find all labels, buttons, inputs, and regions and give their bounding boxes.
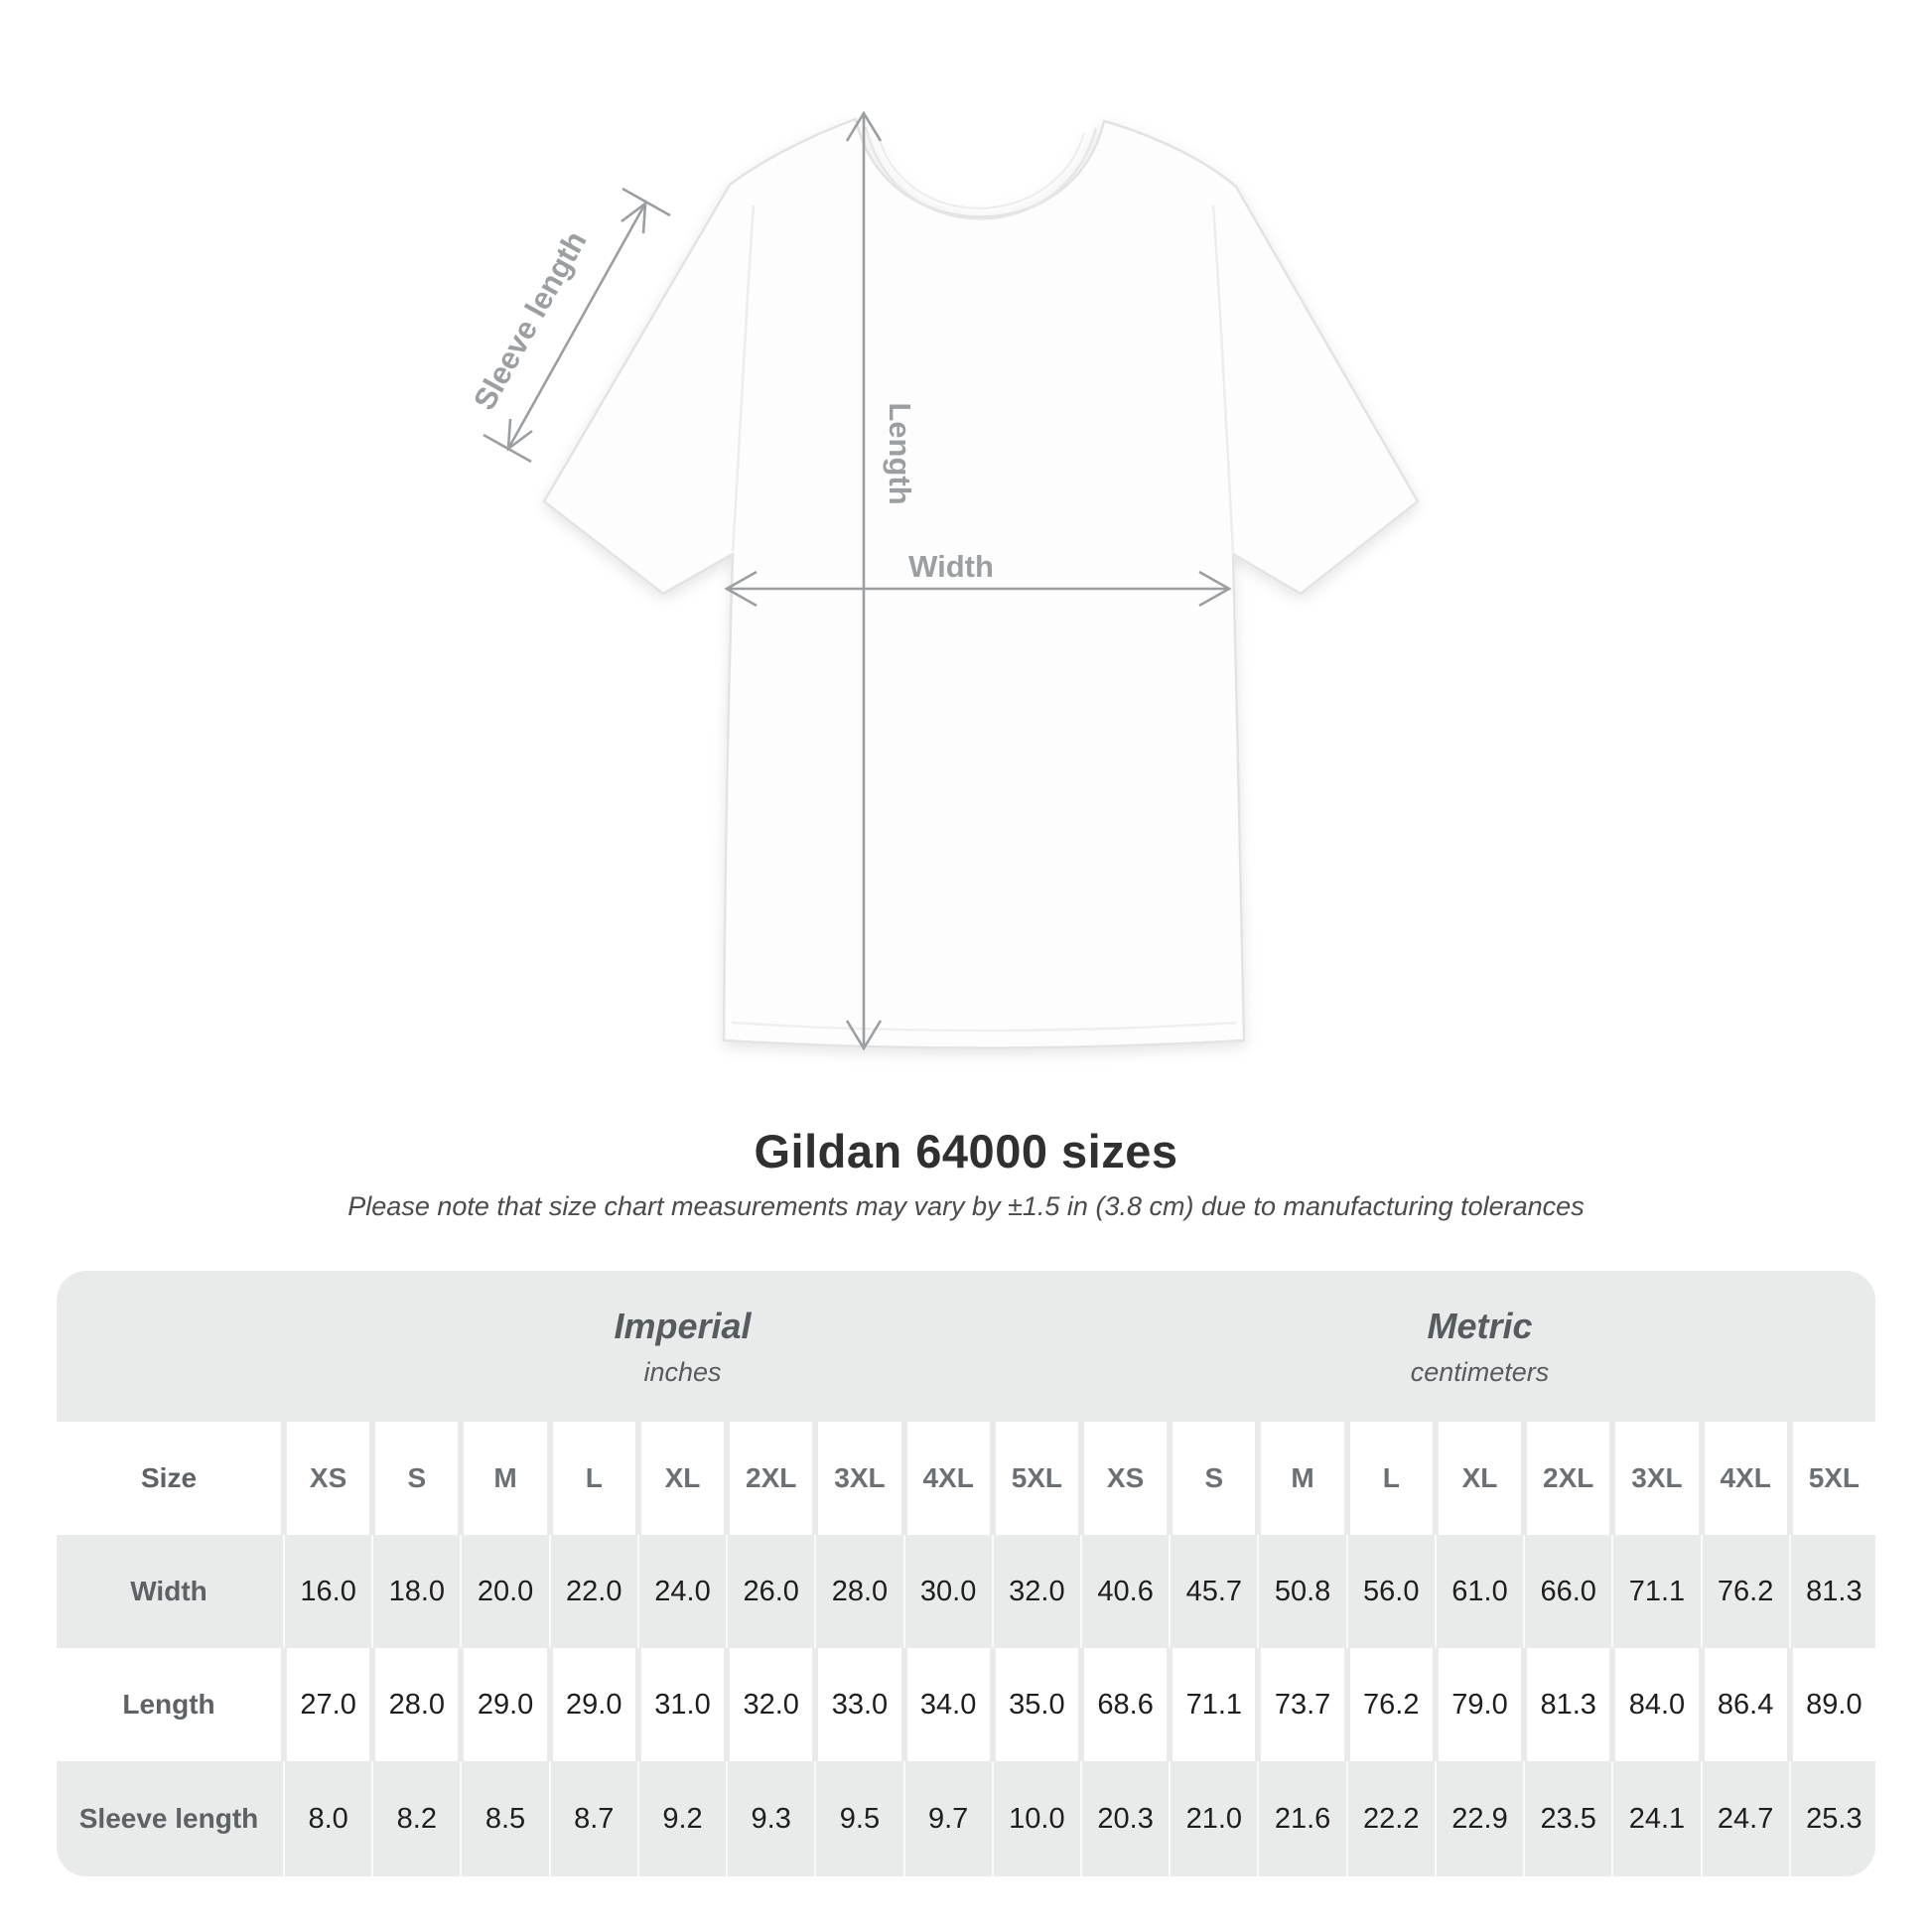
measurement-value-cell: 81.3	[1527, 1648, 1609, 1761]
sleeve-length-label: Sleeve length	[467, 225, 594, 416]
size-column-header: S	[1173, 1422, 1255, 1535]
measurement-value-cell: 71.1	[1173, 1648, 1255, 1761]
measurement-value-cell: 32.0	[996, 1535, 1078, 1648]
measurement-value-cell: 9.2	[641, 1761, 724, 1876]
measurement-value-cell: 8.2	[375, 1761, 458, 1876]
size-column-header: XL	[641, 1422, 724, 1535]
imperial-header	[287, 1271, 1078, 1422]
measurement-value-cell: 79.0	[1439, 1648, 1521, 1761]
measurement-value-cell: 21.0	[1173, 1761, 1255, 1876]
measurement-value-cell: 84.0	[1615, 1648, 1698, 1761]
measurement-value-cell: 9.7	[907, 1761, 990, 1876]
measurement-value-cell: 34.0	[907, 1648, 990, 1761]
imperial-unit: inches	[643, 1356, 722, 1387]
size-column-header: M	[464, 1422, 546, 1535]
measurement-value-cell: 71.1	[1615, 1535, 1698, 1648]
measurement-value-cell: 9.5	[818, 1761, 900, 1876]
size-header-row	[57, 1422, 1875, 1535]
measurement-value-cell: 27.0	[287, 1648, 369, 1761]
width-label: Width	[908, 549, 994, 584]
size-column-header: XS	[287, 1422, 369, 1535]
size-column-header: 3XL	[818, 1422, 900, 1535]
width-row	[57, 1535, 1875, 1648]
measurement-value-cell: 25.3	[1793, 1761, 1875, 1876]
measurement-value-cell: 61.0	[1439, 1535, 1521, 1648]
size-row-label: Size	[57, 1422, 281, 1535]
measurement-value-cell: 22.0	[553, 1535, 635, 1648]
size-table	[57, 1271, 1875, 1876]
length-row	[57, 1648, 1875, 1761]
measurement-value-cell: 45.7	[1173, 1535, 1255, 1648]
imperial-title: Imperial	[614, 1305, 752, 1346]
size-column-header: L	[1350, 1422, 1433, 1535]
measurement-value-cell: 24.7	[1705, 1761, 1787, 1876]
unit-header-row	[57, 1271, 1875, 1422]
measurement-value-cell: 18.0	[375, 1535, 458, 1648]
measurement-value-cell: 68.6	[1084, 1648, 1167, 1761]
measurement-value-cell: 8.0	[287, 1761, 369, 1876]
size-column-header: 5XL	[1793, 1422, 1875, 1535]
size-column-header: XL	[1439, 1422, 1521, 1535]
page-subtitle: Please note that size chart measurements may vary by ±1.5 in (3.8 cm) due to manufacturing tolerances	[347, 1191, 1585, 1221]
length-row-label: Length	[57, 1648, 281, 1761]
measurement-value-cell: 23.5	[1527, 1761, 1609, 1876]
size-column-header: 2XL	[1527, 1422, 1609, 1535]
measurement-value-cell: 28.0	[375, 1648, 458, 1761]
measurement-value-cell: 40.6	[1084, 1535, 1167, 1648]
metric-title: Metric	[1427, 1305, 1533, 1346]
measurement-value-cell: 20.0	[464, 1535, 546, 1648]
measurement-value-cell: 20.3	[1084, 1761, 1167, 1876]
sleeve-length-row-label: Sleeve length	[78, 1803, 259, 1834]
size-column-header: XS	[1084, 1422, 1167, 1535]
metric-unit: centimeters	[1410, 1356, 1550, 1387]
measurement-value-cell: 24.0	[641, 1535, 724, 1648]
sleeve-length-row	[57, 1761, 1875, 1876]
measurement-value-cell: 33.0	[818, 1648, 900, 1761]
measurement-value-cell: 30.0	[907, 1535, 990, 1648]
measurement-value-cell: 16.0	[287, 1535, 369, 1648]
size-column-header: 3XL	[1615, 1422, 1698, 1535]
measurement-value-cell: 29.0	[464, 1648, 546, 1761]
size-column-header: 5XL	[996, 1422, 1078, 1535]
size-column-header: S	[375, 1422, 458, 1535]
measurement-value-cell: 9.3	[730, 1761, 812, 1876]
measurement-value-cell: 73.7	[1261, 1648, 1343, 1761]
measurement-value-cell: 10.0	[996, 1761, 1078, 1876]
measurement-value-cell: 76.2	[1705, 1535, 1787, 1648]
metric-header	[1084, 1271, 1875, 1422]
page-title: Gildan 64000 sizes	[754, 1125, 1178, 1177]
measurement-value-cell: 35.0	[996, 1648, 1078, 1761]
measurement-value-cell: 86.4	[1705, 1648, 1787, 1761]
size-column-header: 4XL	[907, 1422, 990, 1535]
measurement-value-cell: 66.0	[1527, 1535, 1609, 1648]
measurement-value-cell: 32.0	[730, 1648, 812, 1761]
measurement-value-cell: 56.0	[1350, 1535, 1433, 1648]
measurement-value-cell: 26.0	[730, 1535, 812, 1648]
measurement-value-cell: 8.7	[553, 1761, 635, 1876]
length-label: Length	[883, 402, 917, 505]
measurement-value-cell: 81.3	[1793, 1535, 1875, 1648]
size-column-header: 4XL	[1705, 1422, 1787, 1535]
measurement-value-cell: 76.2	[1350, 1648, 1433, 1761]
measurement-value-cell: 31.0	[641, 1648, 724, 1761]
measurement-value-cell: 8.5	[464, 1761, 546, 1876]
measurement-value-cell: 50.8	[1261, 1535, 1343, 1648]
size-column-header: M	[1261, 1422, 1343, 1535]
size-column-header: 2XL	[730, 1422, 812, 1535]
measurement-value-cell: 22.9	[1439, 1761, 1521, 1876]
measurement-value-cell: 24.1	[1615, 1761, 1698, 1876]
width-row-label: Width	[130, 1576, 207, 1606]
measurement-value-cell: 29.0	[553, 1648, 635, 1761]
size-column-header: L	[553, 1422, 635, 1535]
measurement-value-cell: 22.2	[1350, 1761, 1433, 1876]
measurement-value-cell: 21.6	[1261, 1761, 1343, 1876]
measurement-value-cell: 89.0	[1793, 1648, 1875, 1761]
measurement-value-cell: 28.0	[818, 1535, 900, 1648]
